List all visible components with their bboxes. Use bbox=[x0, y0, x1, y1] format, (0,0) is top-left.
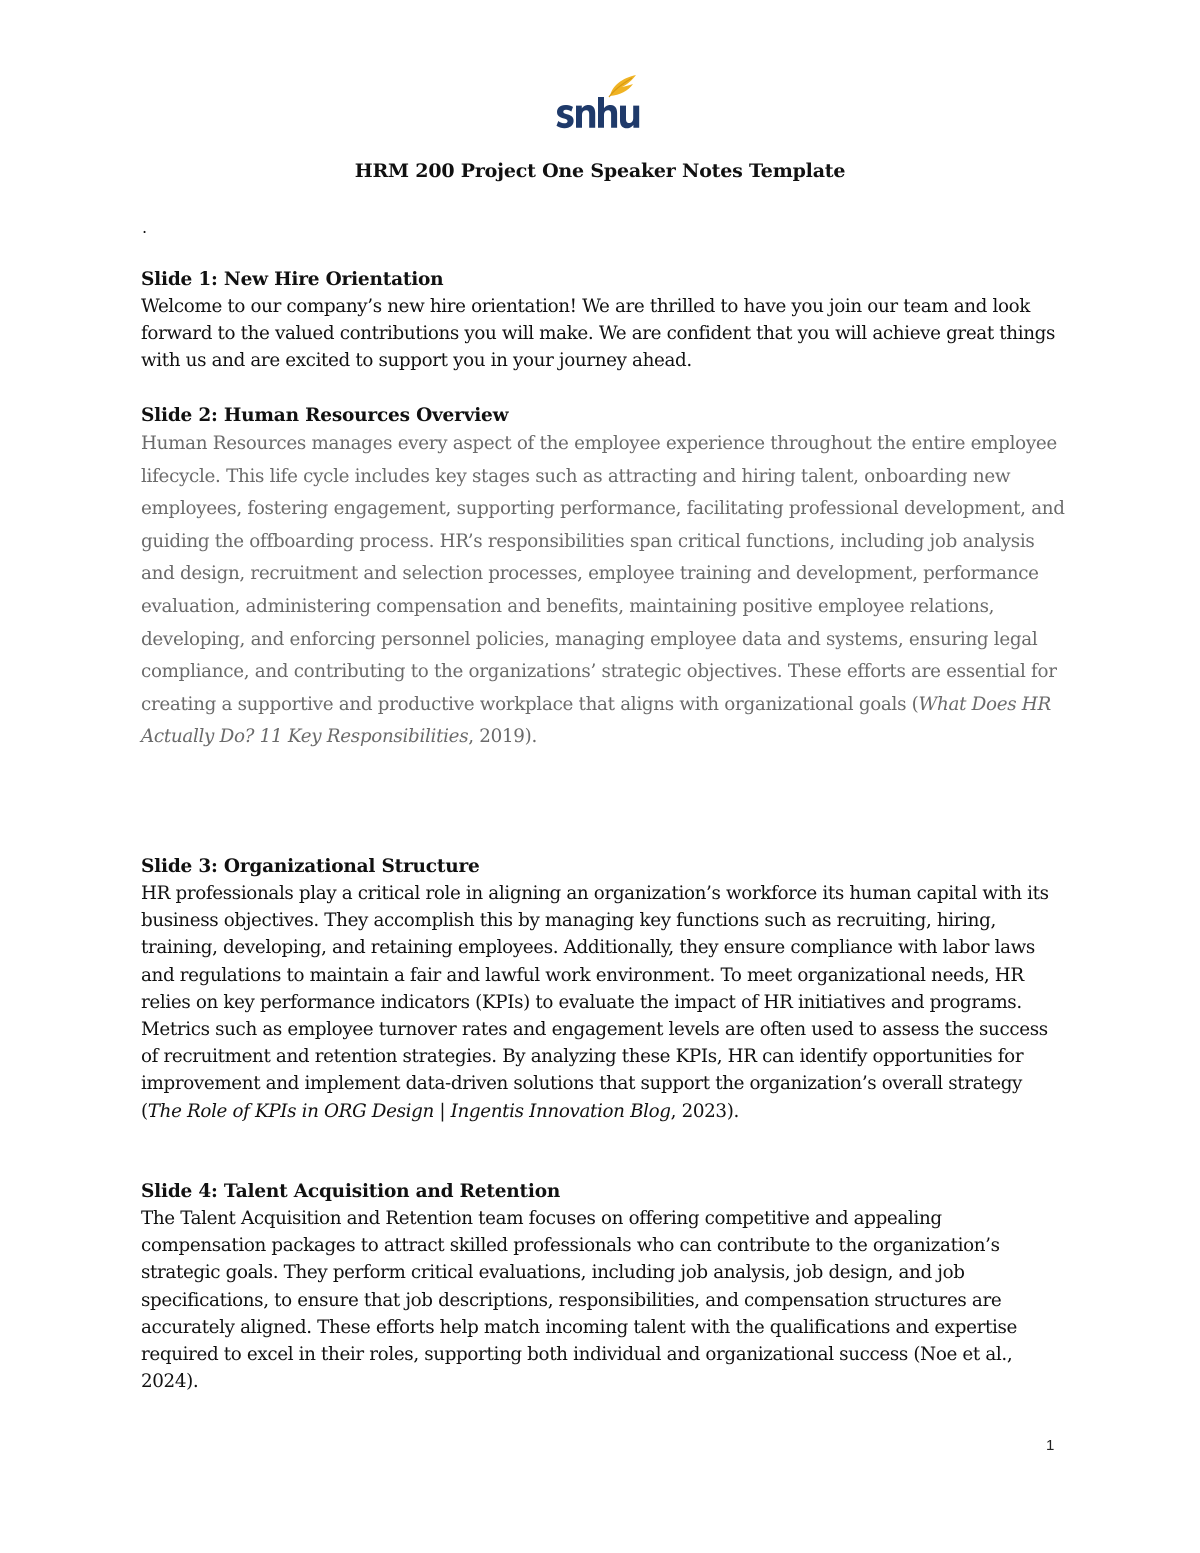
slide-2-section bbox=[141, 402, 1066, 754]
slide-3-body bbox=[141, 880, 1066, 1125]
snhu-logo bbox=[552, 72, 642, 134]
slide-2-citation-title: What Does HR Actually Do? 11 Key Responsibilities bbox=[141, 693, 1051, 748]
feather-icon bbox=[552, 72, 642, 134]
slide-2-citation-tail: , 2019). bbox=[468, 726, 537, 748]
slide-3-citation-title: The Role of KPIs in ORG Design | Ingentis Innovation Blog bbox=[147, 1100, 671, 1122]
document-title: HRM 200 Project One Speaker Notes Template bbox=[354, 160, 846, 182]
stray-mark: . bbox=[142, 218, 148, 237]
slide-2-body-text: Human Resources manages every aspect of the employee experience throughout the entire employee lifecycle. This life cycle includes key stages such as attracting and hiring talent, onboarding new employees, fostering engagement, supporting performance, facilitating professional development, and guiding the offboarding process. HR’s responsibilities span critical functions, including job analysis and design, recruitment and selection processes, employee training and development, performance evaluation, administering compensation and benefits, maintaining positive employee relations, developing, and enforcing personnel policies, managing employee data and systems, ensuring legal compliance, and contributing to the organizations’ strategic objectives. These efforts are essential for creating a supportive and productive workplace that aligns with organizational goals ( bbox=[141, 433, 1065, 715]
slide-2-heading: Slide 2: Human Resources Overview bbox=[141, 405, 509, 426]
slide-1-section bbox=[141, 266, 1066, 375]
slide-4-heading: Slide 4: Talent Acquisition and Retention bbox=[141, 1181, 561, 1202]
slide-3-body-text: HR professionals play a critical role in aligning an organization’s workforce its human capital with its business objectives. They accomplish this by managing key functions such as recruiting, hiring, training, developing, and retaining employees. Additionally, they ensure compliance with labor laws and regulations to maintain a fair and lawful work environment. To meet organizational needs, HR relies on key performance indicators (KPIs) to evaluate the impact of HR initiatives and programs. Metrics such as employee turnover rates and engagement levels are often used to assess the success of recruitment and retention strategies. By analyzing these KPIs, HR can identify opportunities for improvement and implement data-driven solutions that support the organization’s overall strategy ( bbox=[141, 883, 1049, 1122]
slide-4-section bbox=[141, 1178, 1066, 1395]
slide-1-body: Welcome to our company’s new hire orientation! We are thrilled to have you join our team and look forward to the valued contributions you will make. We are confident that you will achieve great things with us and are excited to support you in your journey ahead. bbox=[141, 296, 1056, 372]
slide-3-citation-tail: , 2023). bbox=[670, 1100, 739, 1122]
slide-2-body bbox=[141, 428, 1066, 754]
page-number: 1 bbox=[1046, 1437, 1055, 1454]
slide-3-heading: Slide 3: Organizational Structure bbox=[141, 856, 480, 877]
slide-4-body: The Talent Acquisition and Retention team focuses on offering competitive and appealing compensation packages to attract skilled professionals who can contribute to the organization’s strategic goals. They perform critical evaluations, including job analysis, job design, and job specifications, to ensure that job descriptions, responsibilities, and compensation structures are accurately aligned. These efforts help match incoming talent with the qualifications and expertise required to excel in their roles, supporting both individual and organizational success (Noe et al., 2024). bbox=[141, 1208, 1017, 1393]
slide-3-section bbox=[141, 853, 1066, 1125]
slide-1-heading: Slide 1: New Hire Orientation bbox=[141, 269, 444, 290]
